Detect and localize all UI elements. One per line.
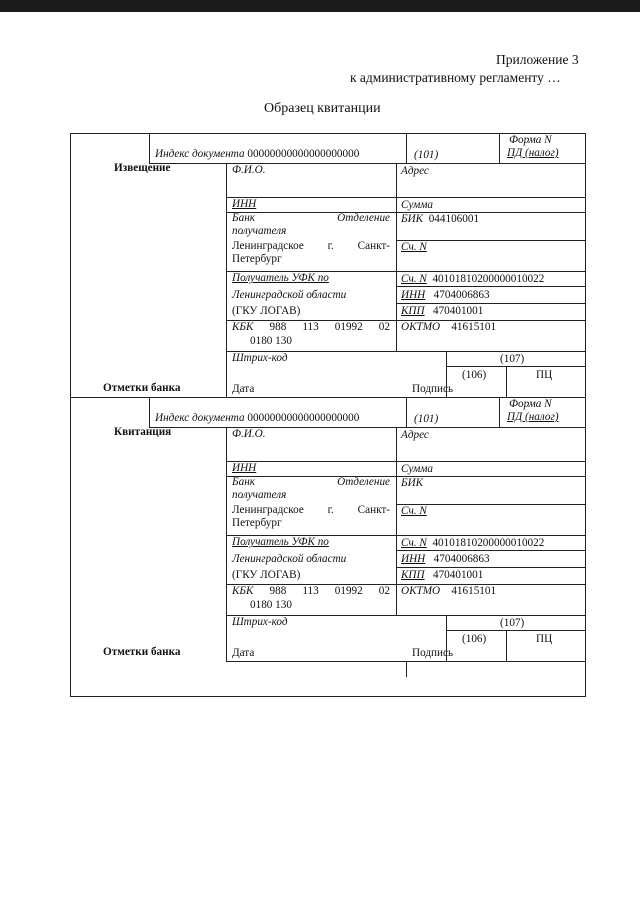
barcode-label: Штрих-код — [232, 352, 288, 364]
code-107-bottom-line — [446, 366, 586, 367]
code-107: (107) — [500, 353, 525, 365]
signature-label: Подпись — [412, 647, 454, 659]
document-index: Индекс документа 00000000000000000000 — [155, 412, 360, 424]
scan-top-edge — [0, 0, 640, 12]
code-106: (106) — [462, 369, 487, 381]
code-107: (107) — [500, 617, 525, 629]
signature-label: Подпись — [412, 383, 454, 395]
form-bottom-border — [70, 696, 586, 697]
inn-value-bottom-line — [396, 303, 586, 304]
fio-label: Ф.И.О. — [232, 164, 266, 176]
bik-field: БИК — [401, 477, 424, 489]
bank-city-line-2: Петербург — [232, 517, 282, 529]
fio-label: Ф.И.О. — [232, 428, 266, 440]
form-type: ПД (налог) — [507, 411, 559, 423]
header-form-divider — [499, 397, 500, 427]
recipient-word: получателя — [232, 489, 287, 501]
ptc-code: ПЦ — [536, 633, 553, 645]
account-bottom-line — [396, 550, 586, 551]
barcode-label: Штрих-код — [232, 616, 288, 628]
bank-city-line: Ленинградское г. Санкт- — [232, 504, 390, 516]
bank-branch-line: Банк Отделение — [232, 476, 390, 488]
kbk-line-2: 0180 130 — [250, 335, 292, 347]
kbk-line-2: 0180 130 — [250, 599, 292, 611]
code-101: (101) — [414, 149, 439, 161]
header-bottom-line — [149, 427, 586, 428]
inn-value-field: ИНН 4704006863 — [401, 289, 490, 301]
account-bottom-line — [396, 286, 586, 287]
value-column-divider — [396, 427, 397, 615]
document-index: Индекс документа 00000000000000000000 — [155, 148, 360, 160]
oktmo-field: ОКТМО 41615101 — [401, 321, 497, 333]
header-left-line — [149, 133, 150, 163]
recipient-org: (ГКУ ЛОГАВ) — [232, 305, 301, 317]
oktmo-field: ОКТМО 41615101 — [401, 585, 497, 597]
date-signature-divider — [406, 661, 407, 677]
kbk-line: КБК 988 113 01992 02 — [232, 321, 390, 333]
column-divider — [226, 427, 227, 661]
account-label-upper: Сч. N — [401, 241, 427, 253]
section-label: Извещение — [114, 162, 171, 174]
bank-branch-line: Банк Отделение — [232, 212, 390, 224]
page-title: Образец квитанции — [264, 101, 381, 116]
recipient-region: Ленинградской области — [232, 553, 347, 565]
receipt-block — [0, 397, 640, 667]
code-101: (101) — [414, 413, 439, 425]
address-label: Адрес — [401, 429, 429, 441]
fio-bottom-line — [226, 461, 586, 462]
form-number: Форма N — [509, 134, 552, 146]
form-number: Форма N — [509, 398, 552, 410]
address-label: Адрес — [401, 165, 429, 177]
section-label: Квитанция — [114, 426, 172, 438]
inn-value-bottom-line — [396, 567, 586, 568]
recipient-ufk: Получатель УФК по — [232, 536, 329, 548]
inn-label: ИНН — [232, 198, 257, 210]
appendix-number: Приложение 3 — [496, 52, 579, 67]
form-type: ПД (налог) — [507, 147, 559, 159]
code-106: (106) — [462, 633, 487, 645]
bank-city-line: Ленинградское г. Санкт- — [232, 240, 390, 252]
notice-block — [0, 133, 640, 403]
kpp-field: КПП 470401001 — [401, 569, 484, 581]
sum-label: Сумма — [401, 463, 434, 475]
kpp-field: КПП 470401001 — [401, 305, 484, 317]
account-label-upper: Сч. N — [401, 505, 427, 517]
header-form-divider — [499, 133, 500, 163]
header-index-divider — [406, 133, 407, 163]
account-field: Сч. N 40101810200000010022 — [401, 537, 545, 549]
column-divider — [226, 163, 227, 397]
header-bottom-line — [149, 163, 586, 164]
header-index-divider — [406, 397, 407, 427]
recipient-word: получателя — [232, 225, 287, 237]
date-label: Дата — [232, 383, 255, 395]
appendix-regulation: к административному регламенту … — [350, 70, 561, 85]
sum-label: Сумма — [401, 199, 434, 211]
account-field: Сч. N 40101810200000010022 — [401, 273, 545, 285]
kbk-line: КБК 988 113 01992 02 — [232, 585, 390, 597]
recipient-ufk: Получатель УФК по — [232, 272, 329, 284]
recipient-region: Ленинградской области — [232, 289, 347, 301]
bank-marks-label: Отметки банка — [103, 646, 181, 658]
bank-marks-label: Отметки банка — [103, 382, 181, 394]
ptc-code: ПЦ — [536, 369, 553, 381]
date-label: Дата — [232, 647, 255, 659]
header-left-line — [149, 397, 150, 427]
recipient-org: (ГКУ ЛОГАВ) — [232, 569, 301, 581]
code-106-divider — [506, 366, 507, 397]
code-107-bottom-line — [446, 630, 586, 631]
inn-label: ИНН — [232, 462, 257, 474]
value-column-divider — [396, 163, 397, 351]
inn-value-field: ИНН 4704006863 — [401, 553, 490, 565]
bik-field: БИК 044106001 — [401, 213, 480, 225]
fio-bottom-line — [226, 197, 586, 198]
bank-city-line-2: Петербург — [232, 253, 282, 265]
code-106-divider — [506, 630, 507, 661]
